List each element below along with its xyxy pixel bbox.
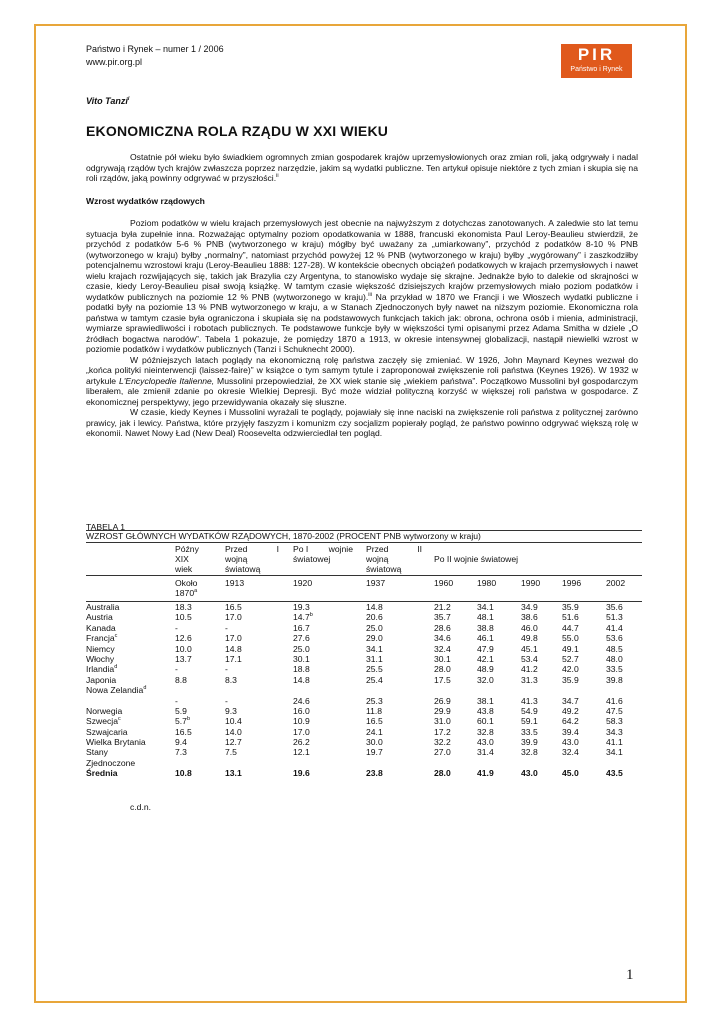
table-cell-value: 47.5	[606, 705, 623, 716]
table-row	[86, 654, 642, 664]
table-cell-country: Niemcy	[86, 643, 115, 654]
year-header-1960: 1960	[434, 578, 454, 588]
table-body	[86, 602, 642, 779]
intro-paragraph: Ostatnie pół wieku było świadkiem ogromnych zmian gospodarek krajów uprzemysłowionych oraz zmian roli, jaką odgrywały i nadal odgrywają rządów tych krajów zwłaszcza poprzez narzędzie, jakim są wydatki publiczne. Ten artykuł opisuje niektóre z tych zmian i skupia się na roli rządów, jaką powinny odgrywać w przyszłości.$^{ii}$	[86, 152, 638, 183]
table-cell-value: 5.7$^b$	[175, 716, 191, 727]
table-cell-value: 34.7	[562, 695, 579, 706]
table-cell-value: 38.6	[521, 612, 538, 623]
table-cell-country: Francja$^c$	[86, 633, 118, 644]
table-cell-value: 25.5	[366, 664, 383, 675]
table-cell-value: 49.1	[562, 643, 579, 654]
table-cell-value: 10.9	[293, 716, 310, 727]
table-row	[86, 716, 642, 726]
table-cell-value: -	[175, 695, 178, 706]
table-cell-value: 31.0	[434, 716, 451, 727]
page-number: 1	[626, 967, 634, 983]
table-cell-country: Norwegia	[86, 705, 123, 716]
table-cell-value: 26.9	[434, 695, 451, 706]
table-cell-country: Stany	[86, 747, 108, 758]
table-cell-value: 60.1	[477, 716, 494, 727]
year-header-1937: 1937	[366, 578, 386, 588]
table-cell-value: 14.0	[225, 726, 242, 737]
table-cell-value: 27.6	[293, 633, 310, 644]
table-cell-value: -	[175, 664, 178, 675]
table-cell-value: 19.3	[293, 602, 310, 612]
period-header-5: Po II wojnie światowej	[434, 554, 519, 564]
table-cell-value: 17.2	[434, 726, 451, 737]
table-cell-value: 53.6	[606, 633, 623, 644]
table-cell-value: 13.7	[175, 653, 192, 664]
table-cell-value: 10.0	[175, 643, 192, 654]
table-cell-country: Szwecja$^c$	[86, 716, 121, 727]
table-row	[86, 633, 642, 643]
table-cell-value: 14.8	[225, 643, 242, 654]
table-cell-value: 9.4	[175, 737, 187, 748]
table-cell-value: 12.1	[293, 747, 310, 758]
table-cell-value: 34.1	[366, 643, 383, 654]
table-cell-value: 41.9	[477, 768, 494, 779]
table-cell-value: 28.0	[434, 664, 451, 675]
table-cell-value: 25.0	[293, 643, 310, 654]
table-cell-country: Średnia	[86, 768, 118, 779]
section-heading: Wzrost wydatków rządowych	[86, 196, 205, 206]
table-cell-value: -	[175, 622, 178, 633]
table-cell-value: 34.1	[606, 747, 623, 758]
table-cell-value: 34.1	[477, 602, 494, 612]
table-cell-value: 33.5	[521, 726, 538, 737]
table-cell-value: 46.0	[521, 622, 538, 633]
table-cell-value: 14.8	[366, 602, 383, 612]
table-cell-country: Zjednoczone	[86, 757, 136, 768]
table-cell-value: 43.5	[606, 768, 623, 779]
table-cell-value: 20.6	[366, 612, 383, 623]
table-cell-value: 52.7	[562, 653, 579, 664]
year-header-2002: 2002	[606, 578, 626, 588]
table-cell-value: 39.4	[562, 726, 579, 737]
logo-sub: Państwo i Rynek	[570, 66, 623, 73]
table-row	[86, 727, 642, 737]
table-row	[86, 696, 642, 706]
table-cell-value: 18.3	[175, 602, 192, 612]
table-cell-value: 31.1	[366, 653, 383, 664]
table-cell-value: 51.6	[562, 612, 579, 623]
table-row	[86, 644, 642, 654]
table-cell-value: 49.8	[521, 633, 538, 644]
table-cell-value: 33.5	[606, 664, 623, 675]
table-cell-value: 24.1	[366, 726, 383, 737]
table-cell-value: 55.0	[562, 633, 579, 644]
table-cell-value: 13.1	[225, 768, 242, 779]
table-cell-country: Kanada	[86, 622, 116, 633]
table-cell-value: 16.5	[175, 726, 192, 737]
table-cell-value: 28.6	[434, 622, 451, 633]
table-cell-value: 17.1	[225, 653, 242, 664]
table-cell-value: 43.0	[521, 768, 538, 779]
table-cell-value: 17.0	[293, 726, 310, 737]
table-cell-value: 19.6	[293, 768, 310, 779]
table-row	[86, 768, 642, 778]
author: Vito Tanzi$^i$	[86, 96, 130, 106]
table-cell-value: 42.1	[477, 653, 494, 664]
table-cell-value: 58.3	[606, 716, 623, 727]
table-cell-value: 32.0	[477, 674, 494, 685]
table-row	[86, 685, 642, 695]
table-cell-value: 41.2	[521, 664, 538, 675]
table-cell-value: 7.5	[225, 747, 237, 758]
table-cell-value: 17.0	[225, 633, 242, 644]
table-cell-value: 32.2	[434, 737, 451, 748]
table-cell-value: 32.4	[434, 643, 451, 654]
table-cell-value: 12.6	[175, 633, 192, 644]
table-cell-value: 48.0	[606, 653, 623, 664]
table-cell-value: 5.9	[175, 705, 187, 716]
table-cell-value: -	[225, 622, 228, 633]
year-header-1980: 1980	[477, 578, 497, 588]
table-cell-value: 38.8	[477, 622, 494, 633]
table-cell-value: 10.4	[225, 716, 242, 727]
table-cell-value: 14.7$^b$	[293, 612, 313, 623]
period-header-3: Po I wojnie światowej	[293, 544, 353, 564]
table-cell-value: 14.8	[293, 674, 310, 685]
table-label: TABELA 1	[86, 522, 126, 532]
table-cell-value: 43.0	[477, 737, 494, 748]
year-header-1920: 1920	[293, 578, 313, 588]
table-cell-value: 43.8	[477, 705, 494, 716]
journal-header	[86, 43, 224, 69]
table-cell-value: 31.4	[477, 747, 494, 758]
table-cell-value: 30.0	[366, 737, 383, 748]
table-row	[86, 602, 642, 612]
table-cell-value: 41.1	[606, 737, 623, 748]
table-cell-value: 32.4	[562, 747, 579, 758]
table-cell-value: 9.3	[225, 705, 237, 716]
table-cell-country: Austria	[86, 612, 113, 623]
table-cell-value: 30.1	[293, 653, 310, 664]
table-cell-value: 34.3	[606, 726, 623, 737]
table-cell-value: 48.9	[477, 664, 494, 675]
body-text	[86, 218, 638, 439]
table-cell-value: 35.6	[606, 602, 623, 612]
table-cell-value: 21.2	[434, 602, 451, 612]
table-cell-value: 44.7	[562, 622, 579, 633]
table-cell-value: 51.3	[606, 612, 623, 623]
table-cell-value: 41.6	[606, 695, 623, 706]
table-cell-value: 28.0	[434, 768, 451, 779]
continued-note: c.d.n.	[130, 802, 152, 812]
year-header-1996: 1996	[562, 578, 582, 588]
year-header-1913: 1913	[225, 578, 245, 588]
table-cell-value: 49.2	[562, 705, 579, 716]
article-title: EKONOMICZNA ROLA RZĄDU W XXI WIEKU	[86, 123, 389, 139]
paragraph-1: Poziom podatków w wielu krajach przemysłowych jest obecnie na najwyższym z dotychczas zanotowanych. A zaledwie sto lat temu sytuacja była zupełnie inna. Rozważając optymalny poziom opodatkowania w 1888, francuski ekonomista Paul Leroy-Beaulieu stwierdził, że przychód z podatków 5-6 % PNB (wytworzonego w kraju) mógłby być uważany za „umiarkowany”, przychód z podatków 8-10 % PNB (wytworzonego w kraju) byłby „normalny”, natomiast przychód powyżej 12 % PNB (wytworzonego w kraju) byłby „wygórowany” i zaszkodziłby potencjalnemu wzrostowi kraju (Leroy-Beaulieu 1888: 127-28). W kontekście obecnych obciążeń podatkowych w krajach przemysłowych i nawet wielu krajach rozwijających się, takich jak Brazylia czy Argentyna, to stanowisko wydaje się skrajne. Jednakże było to dalekie od skrajności w czasie, kiedy Leroy-Beaulieu pisał swoją książkę. W tamtym czasie większość dzisiejszych krajów przemysłowych miało poziom podatków i wydatków publicznych na poziomie 12 % PNB (wytworzonego w kraju).$^{iii}$ Na przykład w 1870 we Francji i we Włoszech wydatki publiczne i podatki były na poziomie 13 % PNB wytworzonego w kraju, a w Stanach Zjednoczonych były nawet na niższym poziomie. Ekonomiczna rola państwa w tamtym czasie była ograniczona i skupiała się na podstawowych funkcjach takich jak: obrona, ochrona osób i mienia, administracji, wymiarze sprawiedliwości i robotach publicznych. Te podstawowe funkcje były w większości tymi opisanymi przez Adama Smitha w dziele „O źródłach bogactwa narodów”. Tabela 1 pokazuje, że pomiędzy 1870 a 1913, w okresie intensywnej globalizacji, nastąpił niewielki wzrost w poziomie podatków i wydatków publicznych (Tanzi i Schuknecht 2000).	[86, 218, 638, 354]
period-header-1: Późny XIX wiek	[175, 544, 199, 574]
table-row	[86, 623, 642, 633]
table-cell-value: 39.8	[606, 674, 623, 685]
table-row	[86, 612, 642, 622]
table-cell-value: 35.9	[562, 602, 579, 612]
table-cell-value: 27.0	[434, 747, 451, 758]
table-cell-value: 25.4	[366, 674, 383, 685]
table-rule-header	[86, 575, 642, 576]
table-cell-value: 46.1	[477, 633, 494, 644]
table-cell-value: 26.2	[293, 737, 310, 748]
table-cell-value: 16.5	[225, 602, 242, 612]
table-cell-value: 35.9	[562, 674, 579, 685]
table-cell-country: Wielka Brytania	[86, 737, 146, 748]
paragraph-2: W późniejszych latach poglądy na ekonomiczną rolę państwa zaczęły się zmieniać. W 1926, John Maynard Keynes wezwał do „końca polityki nieinterwencji (laissez-faire)” w książce o tym samym tytule i zaproponował zwiększenie roli państwa (Keynes 1926). W 1932 w artykule L'Encyclopedie Italienne, Mussolini przepowiedział, że XX wiek stanie się „wiekiem państwa”. Początkowo Mussolini był gospodarczym liberałem, ale zmienił zdanie po okresie Wielkiej Depresji. Być może widział polityczną korzyść w większej roli państwa w gospodarce. Z ekonomicznej perspektywy, jego przewidywania okazały się słuszne.	[86, 354, 639, 407]
table-cell-value: 24.6	[293, 695, 310, 706]
table-cell-value: 23.8	[366, 768, 383, 779]
table-row	[86, 747, 642, 757]
table-cell-value: 17.5	[434, 674, 451, 685]
table-cell-value: 54.9	[521, 705, 538, 716]
table-cell-value: 10.8	[175, 768, 192, 779]
table-cell-value: 35.7	[434, 612, 451, 623]
table-cell-value: 16.5	[366, 716, 383, 727]
table-cell-value: 16.7	[293, 622, 310, 633]
table-cell-value: 41.4	[606, 622, 623, 633]
table-cell-value: 29.0	[366, 633, 383, 644]
year-header-1870: Około 1870$^a$	[175, 578, 198, 598]
table-cell-value: 53.4	[521, 653, 538, 664]
pir-logo	[561, 44, 632, 78]
table-cell-value: 12.7	[225, 737, 242, 748]
table-cell-value: 29.9	[434, 705, 451, 716]
table-cell-country: Nowa Zelandia$^d$	[86, 685, 147, 696]
table-cell-value: 16.0	[293, 705, 310, 716]
table-cell-value: 39.9	[521, 737, 538, 748]
table-cell-value: 25.0	[366, 622, 383, 633]
table-cell-value: 64.2	[562, 716, 579, 727]
table-cell-value: 31.3	[521, 674, 538, 685]
table-cell-value: 34.9	[521, 602, 538, 612]
table-cell-value: 48.5	[606, 643, 623, 654]
table-cell-value: 17.0	[225, 612, 242, 623]
table-row	[86, 706, 642, 716]
table-cell-value: 19.7	[366, 747, 383, 758]
table-caption: WZROST GŁÓWNYCH WYDATKÓW RZĄDOWYCH, 1870-2002 (PROCENT PNB wytworzony w kraju)	[86, 531, 481, 541]
table-cell-value: 8.8	[175, 674, 187, 685]
table-cell-value: 18.8	[293, 664, 310, 675]
table-rule-caption	[86, 542, 642, 543]
table-row	[86, 664, 642, 674]
table-cell-value: 25.3	[366, 695, 383, 706]
table-cell-value: 59.1	[521, 716, 538, 727]
table-cell-country: Japonia	[86, 674, 117, 685]
journal-title: Państwo i Rynek – numer 1 / 2006	[86, 44, 224, 54]
journal-url[interactable]: www.pir.org.pl	[86, 57, 143, 67]
table-cell-value: 34.6	[434, 633, 451, 644]
table-row	[86, 737, 642, 747]
table-cell-country: Australia	[86, 602, 120, 612]
table-cell-country: Irlandia$^d$	[86, 664, 118, 675]
table-cell-value: 32.8	[477, 726, 494, 737]
table-cell-value: -	[225, 695, 228, 706]
table-row	[86, 675, 642, 685]
paragraph-3: W czasie, kiedy Keynes i Mussolini wyrażali te poglądy, pojawiały się inne naciski na zwiększenie roli państwa z politycznej zarówno prawicy, jak i lewicy. Państwa, które przyjęły faszyzm i komunizm czy socjalizm popierały pogląd, że państwo powinno odgrywać większą rolę w ekonomii. Nawet Nowy Ład (New Deal) Roosevelta odzwierciedlał ten pogląd.	[86, 407, 638, 438]
logo-main: PIR	[577, 45, 616, 64]
table-cell-value: 30.1	[434, 653, 451, 664]
intro-footnote-ref[interactable]: ii	[276, 173, 279, 180]
table-cell-value: 8.3	[225, 674, 237, 685]
table-row	[86, 758, 642, 768]
table-cell-value: 42.0	[562, 664, 579, 675]
table-cell-value: 11.8	[366, 705, 383, 716]
table-cell-country: Włochy	[86, 653, 115, 664]
table-cell-value: 48.1	[477, 612, 494, 623]
table-cell-value: 10.5	[175, 612, 192, 623]
table-cell-value: 45.1	[521, 643, 538, 654]
table-cell-value: 43.0	[562, 737, 579, 748]
table-cell-value: 45.0	[562, 768, 579, 779]
year-header-1990: 1990	[521, 578, 541, 588]
table-cell-value: 41.3	[521, 695, 538, 706]
period-header-2: Przed I wojną światową	[225, 544, 279, 574]
table-cell-value: 38.1	[477, 695, 494, 706]
table-cell-value: -	[225, 664, 228, 675]
author-footnote-ref[interactable]: i	[127, 96, 130, 102]
table-cell-value: 7.3	[175, 747, 187, 758]
table-cell-value: 32.8	[521, 747, 538, 758]
table-cell-country: Szwajcaria	[86, 726, 128, 737]
footnote-ref-iii[interactable]: iii	[368, 291, 372, 298]
period-header-4: Przed II wojną światową	[366, 544, 422, 574]
table-cell-value: 47.9	[477, 643, 494, 654]
